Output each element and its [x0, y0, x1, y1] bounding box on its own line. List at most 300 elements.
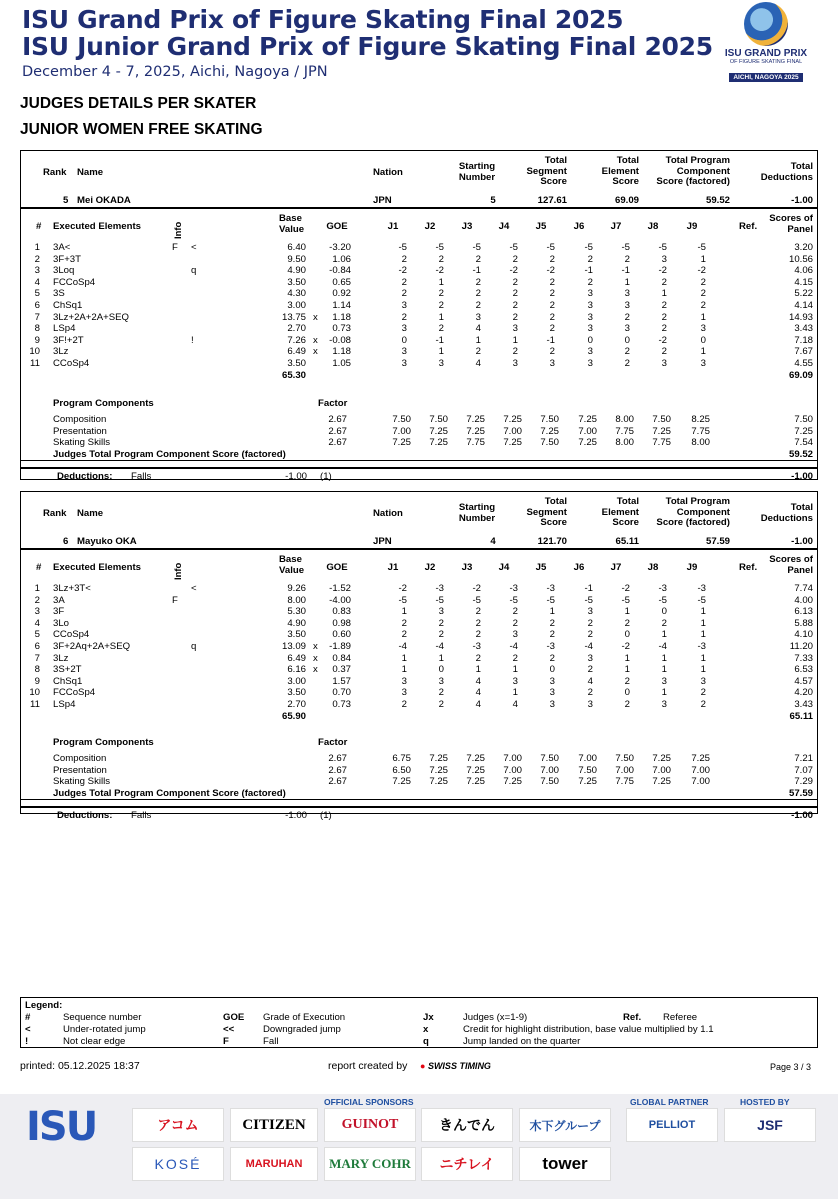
element-judge-score: 2 [587, 687, 593, 699]
judge-header-8: J8 [647, 562, 659, 573]
element-code: 3F+2Aq+2A+SEQ [53, 641, 131, 652]
element-code: 3Lz+2A+2A+SEQ [53, 311, 130, 323]
element-number: 9 [34, 334, 40, 346]
legend-item: # [25, 1012, 31, 1023]
judges-total-pcs-label: Judges Total Program Component Score (factored) [53, 448, 286, 460]
total-element-header: Total [616, 155, 639, 166]
component-judge-score: 8.00 [615, 414, 634, 425]
swiss-timing-icon: ● [420, 1061, 428, 1071]
component-judge-score: 7.25 [429, 764, 448, 776]
element-judge-score: -3 [509, 583, 518, 594]
skater-total-deductions: -1.00 [791, 195, 813, 206]
element-judge-score: 2 [661, 346, 667, 358]
element-bonus-x: x [313, 346, 318, 358]
sponsor-kinoshita: 木下グループ [519, 1108, 611, 1142]
element-panel-score: 10.56 [788, 253, 813, 265]
legend-item: q [423, 1036, 429, 1047]
summary-divider [21, 548, 817, 550]
component-judge-score: 7.25 [503, 776, 522, 788]
legend-item: Under-rotated jump [63, 1024, 146, 1035]
component-judge-score: 7.25 [691, 753, 710, 764]
element-judge-score: 2 [438, 300, 444, 311]
total-deductions-header: Total [790, 161, 813, 172]
component-judge-score: 7.00 [652, 764, 671, 776]
element-info-fall: F [172, 594, 178, 606]
element-bonus-x: x [313, 664, 318, 676]
element-judge-score: -5 [472, 594, 481, 606]
element-judge-score: -5 [546, 594, 555, 606]
element-number: 8 [34, 664, 40, 676]
element-judge-score: 2 [512, 288, 518, 300]
legend-item: GOE [223, 1012, 245, 1023]
element-info-flag: < [191, 242, 197, 253]
element-panel-score: 7.18 [794, 334, 813, 346]
element-judge-score: -5 [398, 242, 407, 253]
element-judge-score: 1 [700, 617, 706, 629]
element-judge-score: 1 [475, 334, 481, 346]
total-element-header: Element [601, 165, 639, 177]
element-base-value: 6.40 [287, 242, 306, 253]
legend-item: < [25, 1024, 31, 1035]
element-number: 4 [34, 276, 40, 288]
element-code: CCoSp4 [53, 358, 90, 369]
element-judge-score: 4 [475, 323, 481, 335]
legend-item: Ref. [623, 1012, 642, 1023]
element-number: 1 [34, 583, 40, 594]
element-info-fall: F [172, 242, 178, 253]
element-panel-score: 6.13 [794, 606, 813, 618]
element-judge-score: 2 [661, 311, 667, 323]
pcs-divider [21, 460, 817, 461]
component-factor: 2.67 [328, 437, 347, 449]
scores-of-panel-header: Panel [787, 223, 813, 235]
element-judge-score: 2 [549, 617, 555, 629]
element-judge-score: -2 [546, 265, 555, 277]
element-number: 2 [34, 594, 40, 606]
deductions-total: -1.00 [791, 470, 813, 482]
component-judge-score: 7.75 [615, 776, 634, 788]
sponsor-citizen: CITIZEN [230, 1108, 318, 1142]
element-judge-score: 3 [438, 358, 444, 369]
element-judge-score: 2 [438, 288, 444, 300]
element-judge-score: -5 [509, 242, 518, 253]
element-judge-score: 3 [512, 323, 518, 335]
element-goe: 0.73 [332, 699, 351, 710]
skater-name: Mayuko OKA [77, 536, 137, 547]
element-goe: 0.73 [332, 323, 351, 335]
element-judge-score: 2 [661, 276, 667, 288]
element-judge-score: 2 [475, 300, 481, 311]
summary-divider [21, 207, 817, 209]
element-judge-score: 1 [661, 652, 667, 664]
element-judge-score: 2 [624, 253, 630, 265]
element-judge-score: 2 [401, 253, 407, 265]
segment-title: JUNIOR WOMEN FREE SKATING [20, 121, 263, 138]
deductions-top-divider [21, 467, 817, 469]
element-base-value: 4.90 [287, 265, 306, 277]
component-judge-score: 7.00 [540, 764, 559, 776]
element-judge-score: 3 [512, 675, 518, 687]
starting-number-header: Number [458, 171, 496, 183]
starting-number-header: Starting [458, 502, 496, 513]
element-judge-score: 2 [401, 699, 407, 710]
element-judge-score: 2 [587, 664, 593, 676]
sponsor-bar [0, 1094, 838, 1199]
scores-of-panel-header: Scores of [769, 213, 813, 224]
global-partner-label: GLOBAL PARTNER [630, 1097, 709, 1107]
element-judge-score: 3 [587, 358, 593, 369]
legend-item: Jx [423, 1012, 434, 1023]
element-code: CCoSp4 [53, 629, 90, 641]
event-title-junior: ISU Junior Grand Prix of Figure Skating Final 2025 [22, 32, 713, 61]
element-code: 3Lz [53, 346, 69, 358]
element-judge-score: 0 [401, 334, 407, 346]
element-goe: 1.06 [332, 253, 351, 265]
deductions-label: Deductions: [57, 470, 113, 482]
element-goe: 0.98 [332, 617, 351, 629]
element-judge-score: 3 [661, 699, 667, 710]
element-judge-score: 1 [700, 629, 706, 641]
component-panel-score: 7.25 [794, 425, 813, 437]
element-judge-score: 2 [549, 253, 555, 265]
element-goe: 1.14 [332, 300, 351, 311]
sponsor-kinden: きんでん [421, 1108, 513, 1142]
element-number: 8 [34, 323, 40, 335]
element-judge-score: -2 [658, 334, 667, 346]
element-judge-score: 2 [438, 323, 444, 335]
element-judge-score: 3 [549, 675, 555, 687]
judge-header-5: J5 [535, 562, 547, 573]
element-judge-score: 1 [438, 652, 444, 664]
element-judge-score: -4 [584, 641, 593, 652]
element-judge-score: 3 [512, 358, 518, 369]
element-judge-score: 2 [624, 358, 630, 369]
tes-total: 69.09 [788, 369, 813, 381]
element-bonus-x: x [313, 652, 318, 664]
element-judge-score: -2 [697, 265, 706, 277]
total-deductions-header: Deductions [760, 171, 813, 183]
component-panel-score: 7.50 [794, 414, 813, 425]
judge-header-8: J8 [647, 221, 659, 232]
element-judge-score: 3 [624, 323, 630, 335]
element-judge-score: 2 [475, 276, 481, 288]
element-code: LSp4 [53, 699, 76, 710]
element-judge-score: 3 [700, 323, 706, 335]
deduction-type: Falls [131, 809, 152, 821]
element-base-value: 2.70 [287, 323, 306, 335]
pcs-divider [21, 799, 817, 800]
element-base-value: 13.09 [281, 641, 306, 652]
element-judge-score: 1 [700, 606, 706, 618]
deductions-label: Deductions: [57, 809, 113, 821]
component-factor: 2.67 [328, 776, 347, 788]
name-header: Name [77, 508, 104, 519]
element-judge-score: -4 [435, 641, 444, 652]
element-judge-score: 2 [438, 617, 444, 629]
element-code: 3Lz+3T< [53, 583, 91, 594]
element-judge-score: 2 [475, 606, 481, 618]
judge-header-9: J9 [686, 221, 698, 232]
element-code: 3Loq [53, 265, 75, 277]
total-pcs-header: Score (factored) [656, 176, 730, 187]
deduction-value: -1.00 [285, 470, 307, 482]
element-judge-score: 2 [700, 288, 706, 300]
component-judge-score: 7.25 [429, 425, 448, 437]
element-judge-score: 0 [624, 629, 630, 641]
sponsor-guinot: GUINOT [324, 1108, 416, 1142]
legend-item: x [423, 1024, 429, 1035]
document-title: JUDGES DETAILS PER SKATER [20, 95, 257, 112]
element-panel-score: 7.67 [794, 346, 813, 358]
element-judge-score: 4 [512, 699, 518, 710]
element-number: 6 [34, 641, 40, 652]
element-judge-score: 2 [438, 687, 444, 699]
element-code: ChSq1 [53, 675, 83, 687]
judge-header-6: J6 [573, 221, 585, 232]
total-element-header: Score [612, 176, 639, 187]
element-judge-score: -1 [584, 583, 593, 594]
element-judge-score: 2 [549, 288, 555, 300]
legend-item: Referee [663, 1012, 698, 1023]
component-judge-score: 7.00 [503, 753, 522, 764]
component-panel-score: 7.21 [794, 753, 813, 764]
element-judge-score: -5 [398, 594, 407, 606]
component-judge-score: 7.25 [652, 425, 671, 437]
component-judge-score: 7.25 [429, 776, 448, 788]
sponsor-kose: KOSÉ [132, 1147, 224, 1181]
total-segment-header: Total [544, 155, 567, 166]
element-judge-score: 2 [401, 311, 407, 323]
referee-header: Ref. [739, 562, 758, 573]
element-judge-score: 1 [438, 311, 444, 323]
element-judge-score: 1 [401, 652, 407, 664]
element-judge-score: 2 [661, 300, 667, 311]
element-judge-score: 4 [475, 675, 481, 687]
element-judge-score: 2 [624, 346, 630, 358]
element-goe: 0.70 [332, 687, 351, 699]
element-judge-score: 3 [401, 687, 407, 699]
element-goe: -1.89 [329, 641, 351, 652]
event-dates-location: December 4 - 7, 2025, Aichi, Nagoya / JPN [22, 64, 328, 80]
deductions-top-divider [21, 806, 817, 808]
sponsor-acom: アコム [132, 1108, 224, 1142]
element-judge-score: 4 [475, 699, 481, 710]
element-judge-score: 3 [587, 346, 593, 358]
info-header: Info [172, 221, 183, 239]
element-judge-score: 1 [624, 652, 630, 664]
element-judge-score: 1 [661, 664, 667, 676]
element-goe: -4.00 [329, 594, 351, 606]
base-value-total: 65.30 [281, 369, 306, 381]
element-goe: 0.92 [332, 288, 351, 300]
element-judge-score: 3 [661, 253, 667, 265]
element-judge-score: 2 [700, 300, 706, 311]
component-judge-score: 7.25 [578, 437, 597, 449]
judge-header-5: J5 [535, 221, 547, 232]
skater-rank: 5 [63, 195, 69, 206]
component-name: Presentation [53, 425, 107, 437]
component-name: Composition [53, 753, 107, 764]
element-judge-score: 1 [438, 276, 444, 288]
component-name: Composition [53, 414, 107, 425]
swiss-timing-logo: ● SWISS TIMING [420, 1061, 491, 1071]
element-judge-score: 2 [661, 323, 667, 335]
component-panel-score: 7.54 [794, 437, 813, 449]
element-judge-score: 1 [700, 652, 706, 664]
legend-item: Downgraded jump [263, 1024, 341, 1035]
element-judge-score: 0 [624, 687, 630, 699]
element-panel-score: 4.00 [794, 594, 813, 606]
component-name: Skating Skills [53, 776, 111, 788]
element-judge-score: -3 [697, 583, 706, 594]
report-created-by: report created by [328, 1060, 408, 1072]
element-judge-score: 3 [438, 606, 444, 618]
element-judge-score: -2 [658, 265, 667, 277]
element-judge-score: 0 [549, 664, 555, 676]
element-judge-score: -5 [509, 594, 518, 606]
judge-header-7: J7 [610, 221, 622, 232]
element-base-value: 7.26 [287, 334, 306, 346]
total-segment-header: Total [544, 496, 567, 507]
element-judge-score: -1 [546, 334, 555, 346]
component-judge-score: 7.25 [503, 414, 522, 425]
element-judge-score: 2 [700, 699, 706, 710]
component-judge-score: 7.50 [540, 753, 559, 764]
element-judge-score: -5 [621, 242, 630, 253]
element-judge-score: -4 [658, 641, 667, 652]
element-judge-score: 3 [549, 358, 555, 369]
skater-total-segment-score: 121.70 [537, 536, 567, 547]
judge-header-2: J2 [424, 562, 436, 573]
skater-total-element-score: 65.11 [615, 536, 639, 547]
host-jsf: JSF [724, 1108, 816, 1142]
element-base-value: 8.00 [287, 594, 306, 606]
element-judge-score: 2 [624, 675, 630, 687]
legend-item: Judges (x=1-9) [463, 1012, 528, 1023]
element-panel-score: 4.55 [794, 358, 813, 369]
official-sponsors-label: OFFICIAL SPONSORS [324, 1097, 414, 1107]
element-judge-score: 2 [512, 652, 518, 664]
factor-header: Factor [318, 737, 348, 748]
element-panel-score: 5.22 [794, 288, 813, 300]
element-judge-score: 2 [475, 617, 481, 629]
component-judge-score: 7.50 [540, 776, 559, 788]
skater-rank: 6 [63, 536, 69, 547]
element-judge-score: -5 [658, 594, 667, 606]
element-goe: 1.57 [332, 675, 351, 687]
skater-start-number: 4 [490, 536, 496, 547]
event-header [22, 6, 742, 80]
element-judge-score: 2 [512, 276, 518, 288]
element-number: 5 [34, 288, 40, 300]
element-judge-score: 4 [475, 687, 481, 699]
element-judge-score: 2 [401, 288, 407, 300]
element-panel-score: 4.06 [794, 265, 813, 277]
element-judge-score: 2 [700, 687, 706, 699]
judge-header-6: J6 [573, 562, 585, 573]
element-code: 3F!+2T [53, 334, 84, 346]
element-judge-score: 3 [624, 288, 630, 300]
element-base-value: 4.30 [287, 288, 306, 300]
element-judge-score: 2 [549, 323, 555, 335]
element-judge-score: -3 [546, 641, 555, 652]
element-judge-score: -5 [658, 242, 667, 253]
info-header: Info [172, 562, 183, 580]
element-judge-score: 2 [549, 652, 555, 664]
element-judge-score: -1 [472, 265, 481, 277]
element-base-value: 6.16 [287, 664, 306, 676]
component-judge-score: 7.25 [466, 753, 485, 764]
partner-pelliot: PELLIOT [626, 1108, 718, 1142]
element-judge-score: 2 [549, 300, 555, 311]
element-judge-score: -2 [621, 583, 630, 594]
base-value-header: Base [279, 213, 302, 224]
element-panel-score: 11.20 [789, 641, 813, 652]
element-goe: 0.84 [332, 652, 351, 664]
element-judge-score: 1 [624, 606, 630, 618]
component-judge-score: 7.25 [466, 764, 485, 776]
element-panel-score: 4.14 [794, 300, 813, 311]
component-judge-score: 7.50 [652, 414, 671, 425]
skater-total-deductions: -1.00 [791, 536, 813, 547]
element-base-value: 3.50 [287, 276, 306, 288]
element-judge-score: -3 [546, 583, 555, 594]
total-element-header: Element [601, 506, 639, 518]
element-judge-score: -5 [435, 594, 444, 606]
element-base-value: 5.30 [287, 606, 306, 618]
element-base-value: 4.90 [287, 617, 306, 629]
element-base-value: 3.00 [287, 675, 306, 687]
base-value-header: Base [279, 554, 302, 565]
element-bonus-x: x [313, 311, 318, 323]
element-code: 3F [53, 606, 65, 618]
total-deductions-header: Deductions [760, 512, 813, 524]
element-judge-score: 0 [587, 334, 593, 346]
element-base-value: 3.50 [287, 629, 306, 641]
component-judge-score: 7.25 [466, 776, 485, 788]
judges-total-pcs-value: 59.52 [788, 448, 813, 460]
element-judge-score: 2 [475, 346, 481, 358]
element-base-value: 6.49 [287, 652, 306, 664]
element-judge-score: -2 [472, 583, 481, 594]
element-judge-score: -5 [697, 242, 706, 253]
legend-item: ! [25, 1036, 29, 1047]
element-judge-score: 3 [661, 675, 667, 687]
element-goe: 0.60 [332, 629, 351, 641]
element-judge-score: 3 [549, 699, 555, 710]
element-panel-score: 7.74 [794, 583, 813, 594]
component-panel-score: 7.07 [794, 764, 813, 776]
component-judge-score: 8.00 [615, 437, 634, 449]
element-bonus-x: x [313, 641, 318, 652]
skater-total-pcs: 59.52 [705, 195, 730, 206]
event-title-senior: ISU Grand Prix of Figure Skating Final 2025 [22, 5, 624, 34]
element-goe: -3.20 [329, 242, 351, 253]
element-judge-score: -3 [658, 583, 667, 594]
element-code: FCCoSp4 [53, 276, 96, 288]
element-judge-score: 2 [587, 629, 593, 641]
element-judge-score: 1 [549, 606, 555, 618]
skater-total-segment-score: 127.61 [537, 195, 567, 206]
element-judge-score: 2 [475, 253, 481, 265]
skater-total-element-score: 69.09 [614, 195, 639, 206]
isu-logo: ISU [26, 1104, 97, 1150]
element-judge-score: -2 [398, 583, 407, 594]
deduction-count: (1) [320, 470, 332, 482]
element-judge-score: 3 [587, 699, 593, 710]
element-goe: 0.37 [332, 664, 351, 676]
component-judge-score: 7.75 [466, 437, 485, 449]
